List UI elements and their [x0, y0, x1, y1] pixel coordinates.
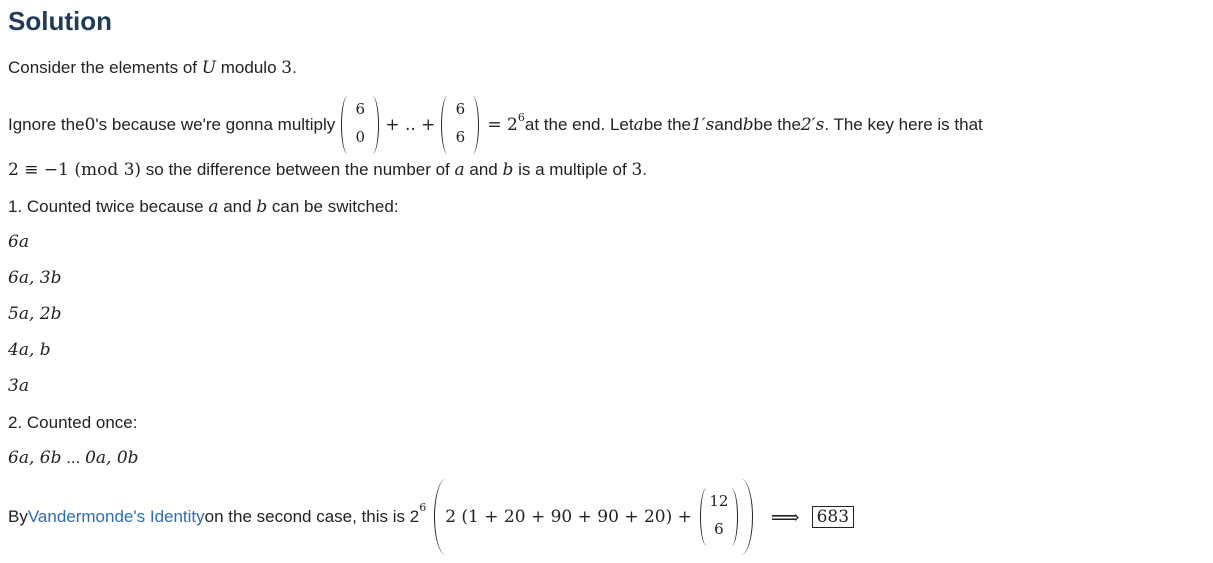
- case-one-item: 4a, b: [8, 340, 51, 360]
- paragraph-mod: 2 ≡ −1 (mod 3) so the difference between the number of a and b is a multiple of 3.: [8, 160, 648, 180]
- section-heading: Solution: [8, 6, 112, 36]
- case-one-label: 1. Counted twice because a and b can be switched:: [8, 197, 399, 217]
- final-answer-line: By Vandermonde's Identity on the second case, this is 2 $^6$ 2 (1 + 20 + 90 + 90 + 20) + 12 6 ⟹ 683: [8, 478, 854, 556]
- binomial-6-0: 6 0: [341, 96, 379, 154]
- case-two-item: 6a, 6b ... 0a, 0b: [8, 448, 139, 468]
- paragraph-ignore: Ignore the 0 's because we're gonna multiply 6 0 + .. + 6 6 = 2 $^6$ at the end. Let a be the 1′s and b be the 2′s . The key here is that: [8, 93, 983, 157]
- case-one-item: 3a: [8, 376, 29, 396]
- case-one-item: 6a: [8, 232, 29, 252]
- binomial-6-6: 6 6: [441, 96, 479, 154]
- right-big-paren: [738, 479, 753, 555]
- case-one-item: 6a, 3b: [8, 268, 62, 288]
- vandermonde-identity-link[interactable]: Vandermonde's Identity: [27, 507, 205, 526]
- binomial-12-6: 12 6: [700, 488, 738, 546]
- answer-box: 683: [812, 506, 854, 528]
- case-one-item: 5a, 2b: [8, 304, 62, 324]
- case-two-label: 2. Counted once:: [8, 413, 138, 432]
- paragraph-consider: Consider the elements of U modulo 3.: [8, 58, 297, 78]
